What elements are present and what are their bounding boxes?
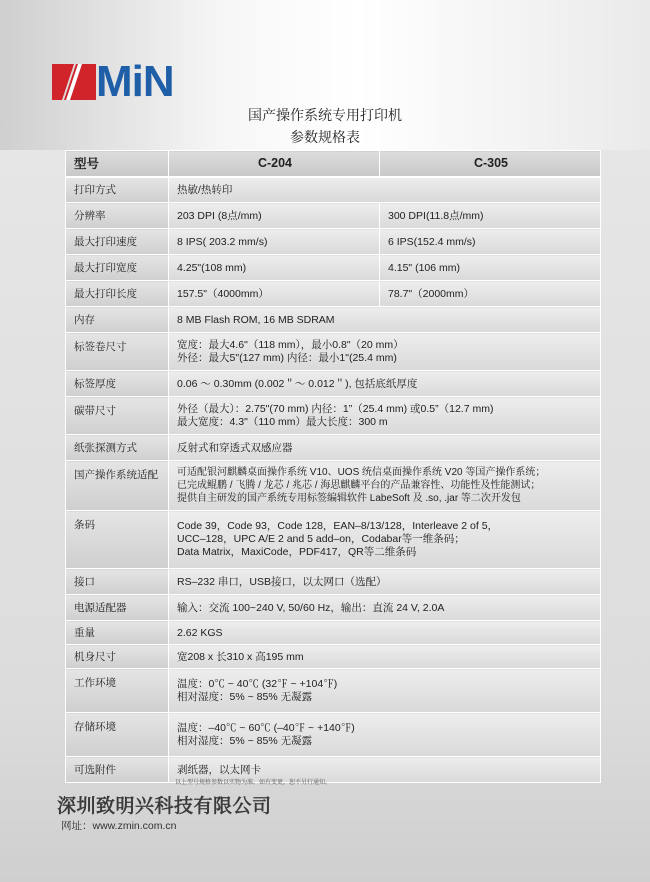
- model-c305: C-305: [380, 151, 601, 177]
- spec-row: [66, 333, 601, 371]
- spec-value-c305: 4.15" (106 mm): [380, 255, 601, 281]
- spec-line: 已完成鲲鹏 / 飞腾 / 龙芯 / 兆芯 / 海思麒麟平台的产品兼容性、功能性及性能测试；: [177, 480, 541, 491]
- spec-label: 可选附件: [66, 757, 169, 783]
- spec-label: 最大打印速度: [66, 229, 169, 255]
- spec-row: [66, 645, 601, 669]
- spec-line: UCC–128，UPC A/E 2 and 5 add–on，Codabar等一维条码；: [177, 533, 465, 545]
- spec-label: 电源适配器: [66, 595, 169, 621]
- spec-table: [65, 150, 601, 783]
- spec-value: [169, 333, 601, 371]
- spec-line: 外径（最大）：2.75"(70 mm) 内径：1”（25.4 mm) 或0.5”（12.7 mm): [177, 402, 494, 415]
- spec-value: [169, 713, 601, 757]
- spec-label: 最大打印长度: [66, 281, 169, 307]
- doc-title: 国产操作系统专用打印机: [248, 108, 402, 124]
- spec-line: 可适配银河麒麟桌面操作系统 V10、UOS 统信桌面操作系统 V20 等国产操作系统；: [177, 467, 546, 478]
- spec-value: [169, 461, 601, 511]
- footnote: 以上型号规格参数以实物为准。如有变更，恕不另行通知。: [175, 779, 332, 786]
- spec-row: [66, 307, 601, 333]
- spec-line: Data Matrix，MaxiCode，PDF417，QR等二维条码: [177, 546, 417, 558]
- doc-subtitle: 参数规格表: [290, 130, 360, 146]
- spec-label: 重量: [66, 621, 169, 645]
- spec-value-c204: 8 IPS( 203.2 mm/s): [169, 229, 380, 255]
- spec-row: [66, 669, 601, 713]
- spec-row: [66, 713, 601, 757]
- logo-wordmark: MiN: [96, 57, 174, 106]
- spec-header-row: [66, 151, 601, 177]
- spec-row: [66, 621, 601, 645]
- spec-label: 碳带尺寸: [66, 397, 169, 435]
- spec-label: 分辨率: [66, 203, 169, 229]
- spec-value: [169, 669, 601, 713]
- spec-line: Code 39，Code 93，Code 128，EAN–8/13/128，Interleave 2 of 5，: [177, 520, 499, 532]
- spec-line: 温度：0℃ ~ 40℃ (32℉ ~ +104℉): [177, 677, 338, 690]
- spec-row: [66, 255, 601, 281]
- model-label: 型号: [66, 151, 169, 177]
- spec-value: 输入：交流 100~240 V, 50/60 Hz，输出：直流 24 V, 2.0A: [169, 595, 601, 621]
- spec-row: [66, 229, 601, 255]
- spec-value: [169, 511, 601, 569]
- spec-value: 剥纸器，以太网卡: [169, 757, 601, 783]
- spec-line: 相对湿度：5% ~ 85% 无凝露: [177, 690, 313, 703]
- spec-value: 2.62 KGS: [169, 621, 601, 645]
- spec-row: [66, 281, 601, 307]
- spec-value-c305: 78.7"（2000mm）: [380, 281, 601, 307]
- spec-row: [66, 177, 601, 203]
- spec-row: [66, 595, 601, 621]
- spec-label: 条码: [66, 511, 169, 569]
- spec-line: 温度：–40℃ ~ 60℃ (–40℉ ~ +140℉): [177, 721, 355, 734]
- spec-label: 机身尺寸: [66, 645, 169, 669]
- spec-row: [66, 569, 601, 595]
- spec-value-c204: 157.5"（4000mm）: [169, 281, 380, 307]
- spec-label: 打印方式: [66, 177, 169, 203]
- spec-row: [66, 435, 601, 461]
- spec-label: 标签卷尺寸: [66, 333, 169, 371]
- spec-line: 相对湿度：5% ~ 85% 无凝露: [177, 734, 313, 747]
- spec-label: 最大打印宽度: [66, 255, 169, 281]
- spec-label: 接口: [66, 569, 169, 595]
- spec-label: 标签厚度: [66, 371, 169, 397]
- spec-value-c204: 4.25"(108 mm): [169, 255, 380, 281]
- zmin-logo: [52, 57, 197, 106]
- spec-value: 0.06 ～ 0.30mm (0.002＂～ 0.012＂), 包括底纸厚度: [169, 371, 601, 397]
- spec-value: 宽208 x 长310 x 高195 mm: [169, 645, 601, 669]
- spec-label: 工作环境: [66, 669, 169, 713]
- spec-label: 存储环境: [66, 713, 169, 757]
- spec-label: 内存: [66, 307, 169, 333]
- spec-row: [66, 371, 601, 397]
- spec-row: [66, 511, 601, 569]
- spec-value-c204: 203 DPI (8点/mm): [169, 203, 380, 229]
- spec-value: 热敏/热转印: [169, 177, 601, 203]
- spec-line: 最大宽度：4.3"（110 mm）最大长度：300 m: [177, 415, 388, 428]
- spec-value: 8 MB Flash ROM, 16 MB SDRAM: [169, 307, 601, 333]
- spec-line: 宽度：最大4.6"（118 mm），最小0.8"（20 mm）: [177, 338, 404, 351]
- model-c204: C-204: [169, 151, 380, 177]
- website-line: [61, 818, 177, 833]
- spec-row: [66, 757, 601, 783]
- spec-value-c305: 300 DPI(11.8点/mm): [380, 203, 601, 229]
- spec-value: 反射式和穿透式双感应器: [169, 435, 601, 461]
- spec-value: RS–232 串口，USB接口，以太网口（选配）: [169, 569, 601, 595]
- spec-label: 纸张探测方式: [66, 435, 169, 461]
- spec-row: [66, 203, 601, 229]
- zmin-logo-mark-icon: [52, 60, 96, 104]
- spec-line: 外径：最大5"(127 mm) 内径：最小1"(25.4 mm): [177, 351, 397, 364]
- spec-label: 国产操作系统适配: [66, 461, 169, 511]
- website-url[interactable]: www.zmin.com.cn: [92, 820, 177, 832]
- spec-line: 提供自主研发的国产系统专用标签编辑软件 LabeSoft 及 .so, .jar 等二次开发包: [177, 493, 521, 504]
- company-name: 深圳致明兴科技有限公司: [57, 795, 272, 817]
- spec-row: [66, 397, 601, 435]
- website-label: 网址：: [61, 820, 93, 832]
- spec-row: [66, 461, 601, 511]
- spec-value-c305: 6 IPS(152.4 mm/s): [380, 229, 601, 255]
- spec-value: [169, 397, 601, 435]
